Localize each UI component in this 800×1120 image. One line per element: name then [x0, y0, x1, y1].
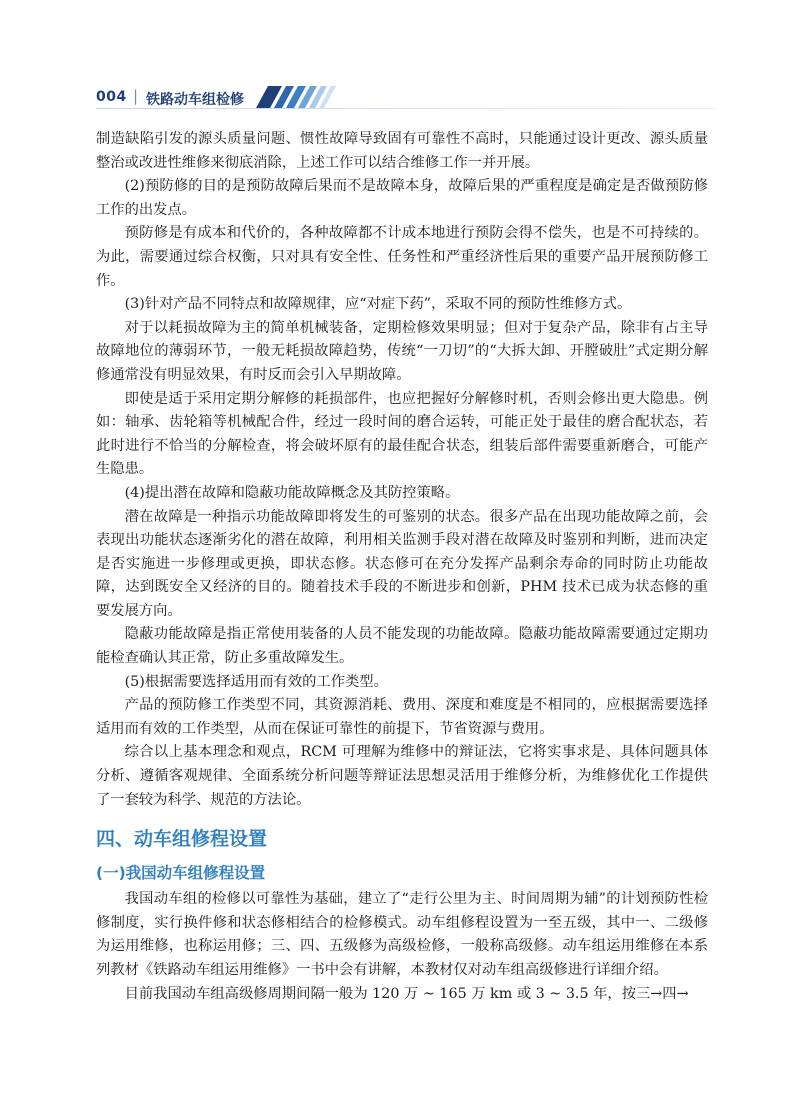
paragraph: 我国动车组的检修以可靠性为基础，建立了“走行公里为主、时间周期为辅”的计划预防性检修制度，实行换件修和状态修相结合的检修模式。动车组修程设置为一至五级，其中一、二级修为运用维修，也称运用修；三、四、五级修为高级检修，一般称高级修。动车组运用维修在本系列教材《铁路动车组运用维修》一书中会有讲解，本教材仅对动车组高级修进行详细介绍。: [96, 891, 708, 978]
paragraph: (4)提出潜在故障和隐蔽功能故障概念及其防控策略。: [124, 484, 460, 501]
paragraph: 目前我国动车组高级修周期间隔一般为 120 万 ~ 165 万 km 或 3 ~ 3.5 年，按三→四→: [124, 985, 689, 1002]
paragraph: 制造缺陷引发的源头质量问题、惯性故障导致固有可靠性不高时，只能通过设计更改、源头质量整治或改进性维修来彻底消除，上述工作可以结合维修工作一并开展。: [96, 131, 708, 171]
decorative-stripes-icon: [254, 84, 374, 110]
paragraph: 对于以耗损故障为主的简单机械装备，定期检修效果明显；但对于复杂产品，除非有占主导故障地位的薄弱环节，一般无耗损故障趋势，传统“一刀切”的“大拆大卸、开膛破肚”式定期分解修通常没有明显效果，有时反而会引入早期故障。: [96, 319, 708, 383]
paragraph: (5)根据需要选择适用而有效的工作类型。: [124, 673, 388, 690]
running-title: 铁路动车组检修: [146, 92, 244, 108]
page-number: 004: [96, 89, 127, 105]
paragraph: 预防修是有成本和代价的，各种故障都不计成本地进行预防会得不偿失，也是不可持续的。为此，需要通过综合权衡，只对具有安全性、任务性和严重经济性后果的重要产品开展预防修工作。: [96, 225, 708, 289]
paragraph: 即使是适于采用定期分解修的耗损部件，也应把握好分解修时机，否则会修出更大隐患。例如：轴承、齿轮箱等机械配合件，经过一段时间的磨合运转，可能正处于最佳的磨合配状态，若此时进行不恰当的分解检查，将会破坏原有的最佳配合状态，组装后部件需要重新磨合，可能产生隐患。: [96, 390, 708, 478]
paragraph: (2)预防修的目的是预防故障后果而不是故障本身，故障后果的严重程度是确定是否做预防修工作的出发点。: [96, 178, 708, 218]
paragraph: 综合以上基本理念和观点，RCM 可理解为维修中的辩证法，它将实事求是、具体问题具体分析、遵循客观规律、全面系统分析问题等辩证法思想灵活用于维修分析，为维修优化工作提供了一套较为科学、规范的方法论。: [96, 744, 708, 808]
page-body: [96, 128, 708, 1006]
paragraph: (3)针对产品不同特点和故障规律，应“对症下药”，采取不同的预防性维修方式。: [124, 296, 632, 313]
header-rule: [96, 108, 716, 109]
subsection-title: (一)我国动车组修程设置: [96, 864, 266, 883]
paragraph: 产品的预防修工作类型不同，其资源消耗、费用、深度和难度是不相同的，应根据需要选择适用而有效的工作类型，从而在保证可靠性的前提下，节省资源与费用。: [96, 697, 708, 737]
header-separator: |: [133, 87, 139, 105]
page-header: [96, 84, 716, 114]
paragraph: 潜在故障是一种指示功能故障即将发生的可鉴别的状态。很多产品在出现功能故障之前，会表现出功能状态逐渐劣化的潜在故障，利用相关监测手段对潜在故障及时鉴别和判断，进而决定是否实施进一步修理或更换，即状态修。状态修可在充分发挥产品剩余寿命的同时防止功能故障，达到既安全又经济的目的。随着技术手段的不断进步和创新，PHM 技术已成为状态修的重要发展方向。: [96, 508, 708, 619]
section-title: 四、动车组修程设置: [96, 828, 268, 851]
paragraph: 隐蔽功能故障是指正常使用装备的人员不能发现的功能故障。隐蔽功能故障需要通过定期功能检查确认其正常，防止多重故障发生。: [96, 626, 708, 667]
